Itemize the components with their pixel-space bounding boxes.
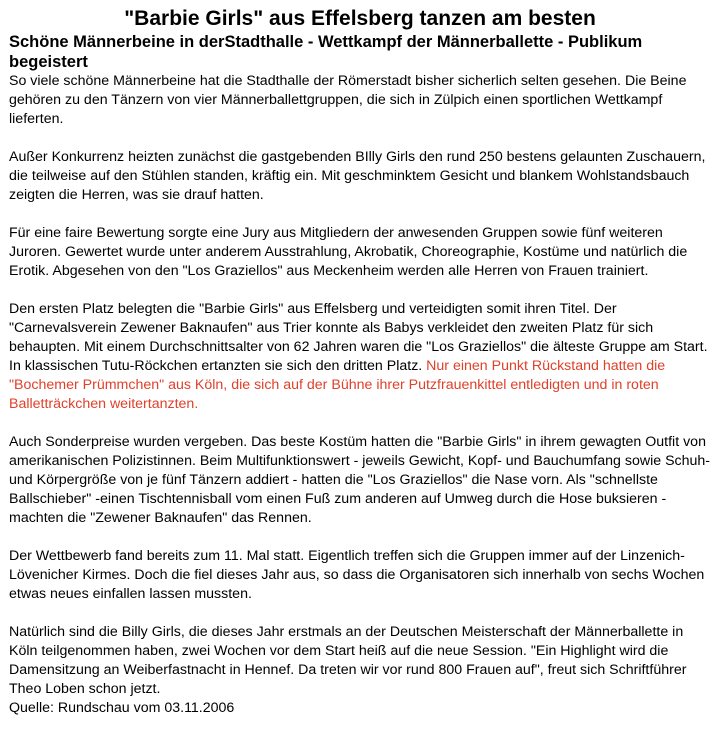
article-subtitle: Schöne Männerbeine in derStadthalle - Wettkampf der Männerballette - Publikum begeistert: [9, 33, 643, 71]
source-line: Quelle: Rundschau vom 03.11.2006: [9, 700, 235, 716]
paragraph-2: Außer Konkurrenz heizten zunächst die gastgebenden BIlly Girls den rund 250 bestens gelaunten Zuschauern, die teilweise auf den Stühlen standen, kräftig ein. Mit geschminktem Gesicht und blankem Wohlstandsbauch zeigten die Herren, was sie drauf hatten.: [9, 149, 706, 203]
paragraph-6: Der Wettbewerb fand bereits zum 11. Mal statt. Eigentlich treffen sich die Gruppen immer auf der Linzenich-Lövenicher Kirmes. Doch die fiel dieses Jahr aus, so dass die Organisatoren sich innerhalb von sechs Wochen etwas neues einfallen lassen mussten.: [9, 548, 705, 602]
paragraph-7: Natürlich sind die Billy Girls, die dieses Jahr erstmals an der Deutschen Meisterschaft der Männerballette in Köln teilgenommen haben, zwei Wochen vor dem Start heiß auf die neue Session. "Ein Highlight wird die Damensitzung an Weiberfastnacht in Hennef. Da treten wir vor rund 800 Frauen auf", freut sich Schriftführer Theo Loben schon jetzt.: [9, 624, 687, 697]
paragraph-4-text: Den ersten Platz belegten die "Barbie Girls" aus Effelsberg und verteidigten somit ihren Titel. Der "Carnevalsverein Zewener Baknaufen" aus Trier konnte als Babys verkleidet den zweiten Platz für sich behaupten. Mit einem Durchschnittsalter von 62 Jahren waren die "Los Graziellos" die älteste Gruppe am Start. In klassischen Tutu-Röckchen ertanzten sie sich den dritten Platz.: [9, 301, 708, 374]
paragraph-4: [9, 300, 711, 414]
paragraph-1: So viele schöne Männerbeine hat die Stadthalle der Römerstadt bisher sicherlich selten gesehen. Die Beine gehören zu den Tänzern von vier Männerballettgruppen, die sich in Zülpich einen sportlichen Wettkampf lieferten.: [9, 73, 687, 127]
paragraph-4-highlight: Nur einen Punkt Rückstand hatten die "Bochemer Prümmchen" aus Köln, die sich auf der Bühne ihrer Putzfrauenkittel entledigten und in roten Balletträckchen weitertanzten.: [9, 358, 666, 412]
article-title: "Barbie Girls" aus Effelsberg tanzen am besten: [124, 7, 596, 30]
paragraph-3: Für eine faire Bewertung sorgte eine Jury aus Mitgliedern der anwesenden Gruppen sowie fünf weiteren Juroren. Gewertet wurde unter anderem Ausstrahlung, Akrobatik, Choreographie, Kostüme und natürlich die Erotik. Abgesehen von den "Los Graziellos" aus Meckenheim werden alle Herren von Frauen trainiert.: [9, 225, 688, 279]
paragraph-5: Auch Sonderpreise wurden vergeben. Das beste Kostüm hatten die "Barbie Girls" in ihrem gewagten Outfit von amerikanischen Polizistinnen. Beim Multifunktionswert - jeweils Gewicht, Kopf- und Bauchumfang sowie Schuh- und Körpergröße von je fünf Tänzern addiert - hatten die "Los Graziellos" die Nase vorn. Als "schnellste Ballschieber" -einen Tischtennisball vom einen Fuß zum anderen auf Umweg durch die Hose buksieren - machten die "Zewener Baknaufen" das Rennen.: [9, 434, 711, 526]
